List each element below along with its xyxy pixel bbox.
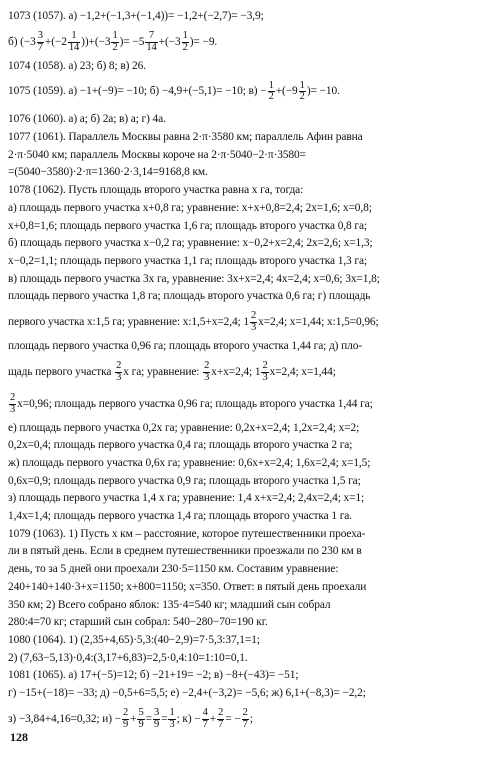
- line-1075: 1075 (1059). а) −1+(−9)= −10; б) −4,9+(−5,1)= −10; в) − $\frac{1}{2}$ +(−9 $\frac{1}{2}$ )= −10.: [8, 79, 340, 103]
- line-1074: 1074 (1058). а) 23; б) 8; в) 26.: [8, 59, 146, 72]
- fraction: $\frac{2}{9}$: [123, 707, 129, 730]
- fraction: $\frac{2}{7}$: [242, 707, 248, 730]
- line-1078-g2: площадь первого участка 0,96 га; площадь второго участка 1,44 га; д) пло-: [8, 339, 362, 352]
- line-1073: 1073 (1057). а) −1,2+(−1,3+(−1,4))= −1,2+(−2,7)= −3,9;: [8, 10, 264, 22]
- fraction: $\frac{1}{2}$: [299, 79, 305, 103]
- fraction: $\frac{2}{3}$: [250, 310, 257, 333]
- line-1078-b: б) площадь первого участка x−0,2 га; уравнение: x−0,2+x=2,4; 2x=2,6; x=1,3;: [8, 237, 373, 250]
- line-1077-c: =(5040−3580)·2·π=1360·2·3,14=9168,8 км.: [8, 166, 208, 179]
- line-1078-zh2: 0,6x=0,9; площадь первого участка 0,9 га; площадь второго участка 1,5 га;: [8, 474, 361, 487]
- fraction: $\frac{4}{7}$: [202, 707, 208, 730]
- line-1079-f: 280:4=70 кг; старший сын собрал: 540−280−70=190 кг.: [8, 616, 268, 629]
- fraction: $\frac{7}{14}$: [146, 30, 157, 53]
- line-1077: 1077 (1061). Параллель Москвы равна 2·π·3580 км; параллель Афин равна: [8, 131, 363, 144]
- line-1079-d: 240+140+140·3+x=1150; x+800=1150; x=350. Ответ: в пятый день проехали: [8, 580, 367, 593]
- line-1078-v2: площадь первого участка 1,8 га; площадь второго участка 0,6 га; г) площадь: [8, 290, 371, 303]
- line-1079-b: ли в пятый день. Если в среднем путешественники проезжали по 230 км в: [8, 545, 362, 558]
- fraction: $\frac{2}{3}$: [262, 360, 268, 383]
- line-1078-e2: 0,2x=0,4; площадь первого участка 0,4 га; площадь второго участка 2 га;: [8, 439, 353, 452]
- fraction: $\frac{1}{2}$: [182, 30, 188, 53]
- line-1078-z: з) площадь первого участка 1,4 x га; уравнение: 1,4 x+x=2,4; 2,4x=2,4; x=1;: [8, 492, 365, 505]
- line-1078-z2: 1,4x=1,4; площадь первого участка 1,4 га; площадь второго участка 1 га.: [8, 510, 353, 523]
- fraction: $\frac{2}{7}$: [218, 707, 224, 730]
- line-1078-v: в) площадь первого участка 3x га, уравнение: 3x+x=2,4; 4x=2,4; x=0,6; 3x=1,8;: [8, 272, 380, 285]
- page-number: 128: [10, 729, 28, 744]
- fraction: $\frac{3}{7}$: [37, 30, 43, 53]
- line-1078: 1078 (1062). Пусть площадь второго участка равна x га, тогда:: [8, 184, 304, 197]
- line-1080-b: 2) (7,63−5,13)·0,4:(3,17+6,83)=2,5·0,4:10=1:10=0,1.: [8, 651, 248, 664]
- fraction: $\frac{3}{9}$: [153, 707, 160, 730]
- line-1081: 1081 (1065). а) 17+(−5)=12; б) −21+19= −2; в) −8+(−43)= −51;: [8, 669, 299, 682]
- line-1078-a: а) площадь первого участка x+0,8 га; уравнение: x+x+0,8=2,4; 2x=1,6; x=0,8;: [8, 201, 372, 214]
- fraction: $\frac{2}{3}$: [10, 392, 16, 415]
- line-1076: 1076 (1060). а) а; б) 2а; в) а; г) 4а.: [8, 113, 166, 126]
- line-1078-e: е) площадь первого участка 0,2x га; уравнение: 0,2x+x=2,4; 1,2x=2,4; x=2;: [8, 421, 360, 434]
- line-1080: 1080 (1064). 1) (2,35+4,65)·5,3:(40−2,9)=7·5,3:37,1=1;: [8, 633, 260, 646]
- line-1077-b: 2·π·5040 км; параллель Москвы короче на 2·π·5040−2·π·3580=: [8, 148, 306, 161]
- line-1079-c: день, то за 5 дней они проехали 230·5=1150 км. Составим уравнение:: [8, 563, 339, 576]
- line-1078-d: щадь первого участка $\frac{2}{3}$ x га; уравнение: $\frac{2}{3}$ x+x=2,4; 1 $\frac{2}{3}$ x=2,4; x=1,44;: [8, 360, 336, 383]
- line-1079: 1079 (1063). 1) Пусть x км – расстояние, которое путешественники проеха-: [8, 527, 366, 540]
- fraction: $\frac{1}{14}$: [68, 30, 80, 53]
- fraction: $\frac{1}{2}$: [112, 30, 118, 53]
- line-1081-b: г) −15+(−18)= −33; д) −0,5+6=5,5; е) −2,4+(−3,2)= −5,6; ж) 6,1+(−8,3)= −2,2;: [8, 686, 366, 699]
- fraction: $\frac{2}{3}$: [116, 360, 122, 383]
- fraction: $\frac{1}{2}$: [268, 79, 274, 103]
- line-1073-b: б) (−3 $\frac{3}{7}$ +(−2 $\frac{1}{14}$ ))+(−3 $\frac{1}{2}$ )= −5 $\frac{7}{14}$ +(−3 $\frac{1}{2}$ )= −9.: [8, 30, 218, 53]
- fraction: $\frac{1}{3}$: [169, 707, 175, 730]
- line-1078-d2: $\frac{2}{3}$ x=0,96; площадь первого участка 0,96 га; площадь второго участка 1,44 га;: [10, 392, 373, 415]
- line-1079-e: 350 км; 2) Всего собрано яблок: 135·4=540 кг; младший сын собрал: [8, 598, 331, 611]
- line-1078-b2: x−0,2=1,1; площадь первого участка 1,1 га; площадь второго участка 1,3 га;: [8, 254, 367, 267]
- fraction: $\frac{2}{3}$: [204, 360, 210, 383]
- line-1078-g: первого участка x:1,5 га; уравнение: x:1,5+x=2,4; 1 $\frac{2}{3}$ x=2,4; x=1,44; x:1,5=0,96;: [8, 310, 379, 333]
- line-1078-zh: ж) площадь первого участка 0,6x га; уравнение: 0,6x+x=2,4; 1,6x=2,4; x=1,5;: [8, 457, 371, 469]
- line-1081-c: з) −3,84+4,16=0,32; и) − $\frac{2}{9}$ + $\frac{5}{9}$ = $\frac{3}{9}$ = $\frac{1}{3}$ ; к) − $\frac{4}{7}$ + $\frac{2}{7}$ = − $\frac{2}{7}$ ;: [8, 707, 253, 730]
- line-1078-a2: x+0,8=1,6; площадь первого участка 1,6 га; площадь второго участка 0,8 га;: [8, 219, 367, 232]
- fraction: $\frac{5}{9}$: [138, 707, 144, 730]
